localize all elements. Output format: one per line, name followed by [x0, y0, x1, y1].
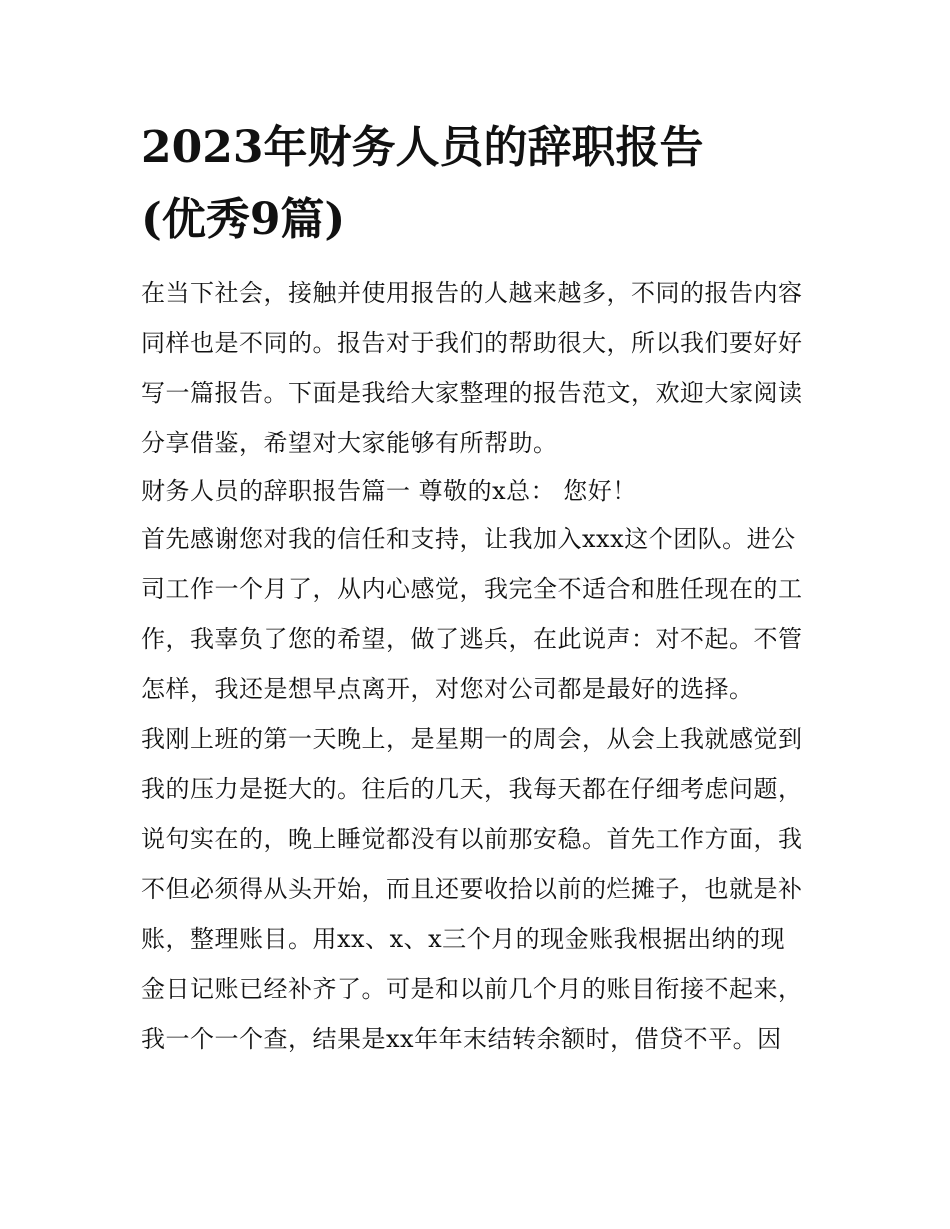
text-line: 不但必须得从头开始，而且还要收拾以前的烂摊子，也就是补 [141, 875, 803, 903]
text-line: 账，整理账目。用xx、x、x三个月的现金账我根据出纳的现 [141, 925, 786, 953]
document-body [141, 268, 813, 1064]
text-line: 我的压力是挺大的。往后的几天，我每天都在仔细考虑问题， [141, 775, 803, 803]
text-line: 首先感谢您对我的信任和支持，让我加入xxx这个团队。进公 [141, 525, 796, 553]
text-line: 说句实在的，晚上睡觉都没有以前那安稳。首先工作方面，我 [141, 825, 803, 853]
text-line: 我刚上班的第一天晚上，是星期一的周会，从会上我就感觉到 [141, 725, 803, 753]
text-line: 分享借鉴，希望对大家能够有所帮助。 [141, 429, 558, 457]
text-line: 同样也是不同的。报告对于我们的帮助很大，所以我们要好好 [141, 329, 803, 357]
paragraph-intro [141, 268, 813, 468]
text-line: 司工作一个月了，从内心感觉，我完全不适合和胜任现在的工 [141, 575, 803, 603]
text-line: 在当下社会，接触并使用报告的人越来越多，不同的报告内容 [141, 279, 803, 307]
text-line: 财务人员的辞职报告篇一 尊敬的x总： 您好！ [141, 477, 637, 505]
paragraph-2 [141, 714, 813, 1064]
paragraph-1 [141, 514, 813, 714]
text-line: 怎样，我还是想早点离开，对您对公司都是最好的选择。 [141, 675, 754, 703]
document-title [141, 112, 813, 256]
title-line-2: (优秀9篇) [141, 194, 346, 245]
text-line: 我一个一个查，结果是xx年年末结转余额时，借贷不平。因 [141, 1025, 782, 1053]
title-line-1: 2023年财务人员的辞职报告 [141, 122, 704, 173]
text-line: 作，我辜负了您的希望，做了逃兵，在此说声：对不起。不管 [141, 625, 803, 653]
text-line: 写一篇报告。下面是我给大家整理的报告范文，欢迎大家阅读 [141, 379, 803, 407]
document-page [141, 112, 813, 1064]
paragraph-salutation [141, 468, 813, 514]
text-line: 金日记账已经补齐了。可是和以前几个月的账目衔接不起来， [141, 975, 803, 1003]
